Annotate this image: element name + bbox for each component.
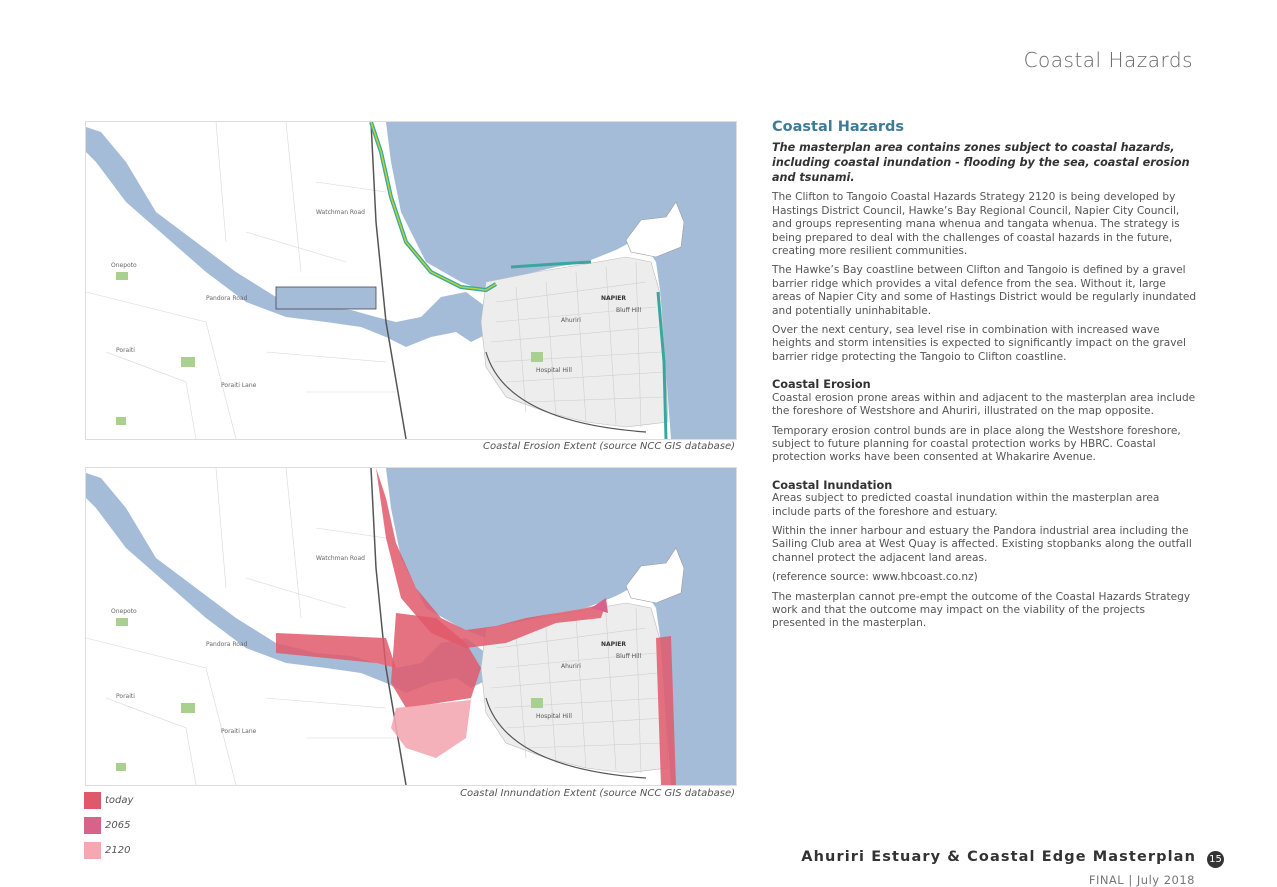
map-label-poraiti: Poraiti [116, 347, 135, 354]
map-label-napier: NAPIER [601, 295, 627, 302]
map-label-watchman: Watchman Road [316, 555, 365, 562]
legend-swatch-2120 [84, 842, 101, 859]
map-label-pandora: Pandora Road [206, 295, 248, 302]
map-label-poraiti-lane: Poraiti Lane [221, 382, 257, 389]
map-label-poraiti-lane: Poraiti Lane [221, 728, 257, 735]
coastal-erosion-map [85, 121, 737, 440]
erosion-map-caption: Coastal Erosion Extent (source NCC GIS database) [483, 441, 735, 452]
body-paragraph: Areas subject to predicted coastal inundation within the masterplan area include parts of the foreshore and estuary. [772, 492, 1160, 518]
body-paragraph: The Clifton to Tangoio Coastal Hazards Strategy 2120 is being developed by Hastings District Council, Hawke’s Bay Regional Council, Napier City Council, and groups representing mana whenua and tangata whenua. The strategy is being prepared to deal with the challenges of coastal hazards in the future, creating more resilient communities. [772, 191, 1180, 258]
reference-text: (reference source: www.hbcoast.co.nz) [772, 571, 978, 584]
map-label-hospital-hill: Hospital Hill [536, 367, 572, 374]
inundation-heading: Coastal Inundation [772, 478, 893, 492]
map-label-pandora: Pandora Road [206, 641, 248, 648]
map-label-ahuriri: Ahuriri [561, 663, 581, 670]
inundation-map-caption: Coastal Innundation Extent (source NCC GIS database) [460, 788, 735, 799]
map-label-poraiti: Poraiti [116, 693, 135, 700]
content-column [772, 121, 1197, 637]
map-label-napier: NAPIER [601, 641, 627, 648]
document-title: Ahuriri Estuary & Coastal Edge Masterplan [801, 849, 1196, 865]
page-number: 15 [1207, 851, 1224, 868]
legend-label: 2065 [105, 820, 131, 831]
lead-paragraph: The masterplan area contains zones subject to coastal hazards, including coastal inundation - flooding by the sea, coastal erosion and tsunami. [772, 141, 1190, 185]
legend-label: today [105, 795, 134, 806]
legend-item-today [84, 788, 133, 813]
legend-item-2120 [84, 838, 133, 863]
map-label-onepoto: Onepoto [111, 608, 137, 615]
body-paragraph: The Hawke’s Bay coastline between Clifton and Tangoio is defined by a gravel barrier ridge which provides a vital defence from the sea. Without it, large areas of Napier City and some of Hastings District would be regularly inundated and potentially uninhabitable. [772, 264, 1197, 317]
body-paragraph: Temporary erosion control bunds are in place along the Westshore foreshore, subject to future planning for coastal protection works by HBRC. Coastal protection works have been consented at Whakarire Avenue. [772, 424, 1181, 464]
body-paragraph: Within the inner harbour and estuary the Pandora industrial area including the Sailing Club area at West Quay is affected. Existing stopbanks along the outfall channel protect the adjacent land areas. [772, 524, 1192, 564]
legend-swatch-2065 [84, 817, 101, 834]
legend-swatch-today [84, 792, 101, 809]
body-paragraph: The masterplan cannot pre-empt the outcome of the Coastal Hazards Strategy work and that the outcome may impact on the viability of the projects presented in the masterplan. [772, 590, 1191, 630]
legend-item-2065 [84, 813, 133, 838]
map-label-ahuriri: Ahuriri [561, 317, 581, 324]
map-label-hospital-hill: Hospital Hill [536, 713, 572, 720]
map-label-watchman: Watchman Road [316, 209, 365, 216]
section-title: Coastal Hazards [772, 119, 905, 135]
coastal-inundation-map [85, 467, 737, 786]
body-paragraph: Coastal erosion prone areas within and adjacent to the masterplan area include the foreshore of Westshore and Ahuriri, illustrated on the map opposite. [772, 391, 1196, 418]
map-label-onepoto: Onepoto [111, 262, 137, 269]
document-status: FINAL | July 2018 [1088, 873, 1195, 887]
map-label-bluff-hill: Bluff Hill [616, 307, 642, 314]
inundation-legend [84, 788, 133, 863]
map-label-bluff-hill: Bluff Hill [616, 653, 642, 660]
page-header-title: Coastal Hazards [1023, 48, 1193, 72]
legend-label: 2120 [105, 845, 131, 856]
erosion-heading: Coastal Erosion [772, 378, 871, 392]
body-paragraph: Over the next century, sea level rise in combination with increased wave heights and storm intensities is expected to significantly impact on the gravel barrier ridge protecting the Tangoio to Clifton coastline. [772, 324, 1186, 363]
